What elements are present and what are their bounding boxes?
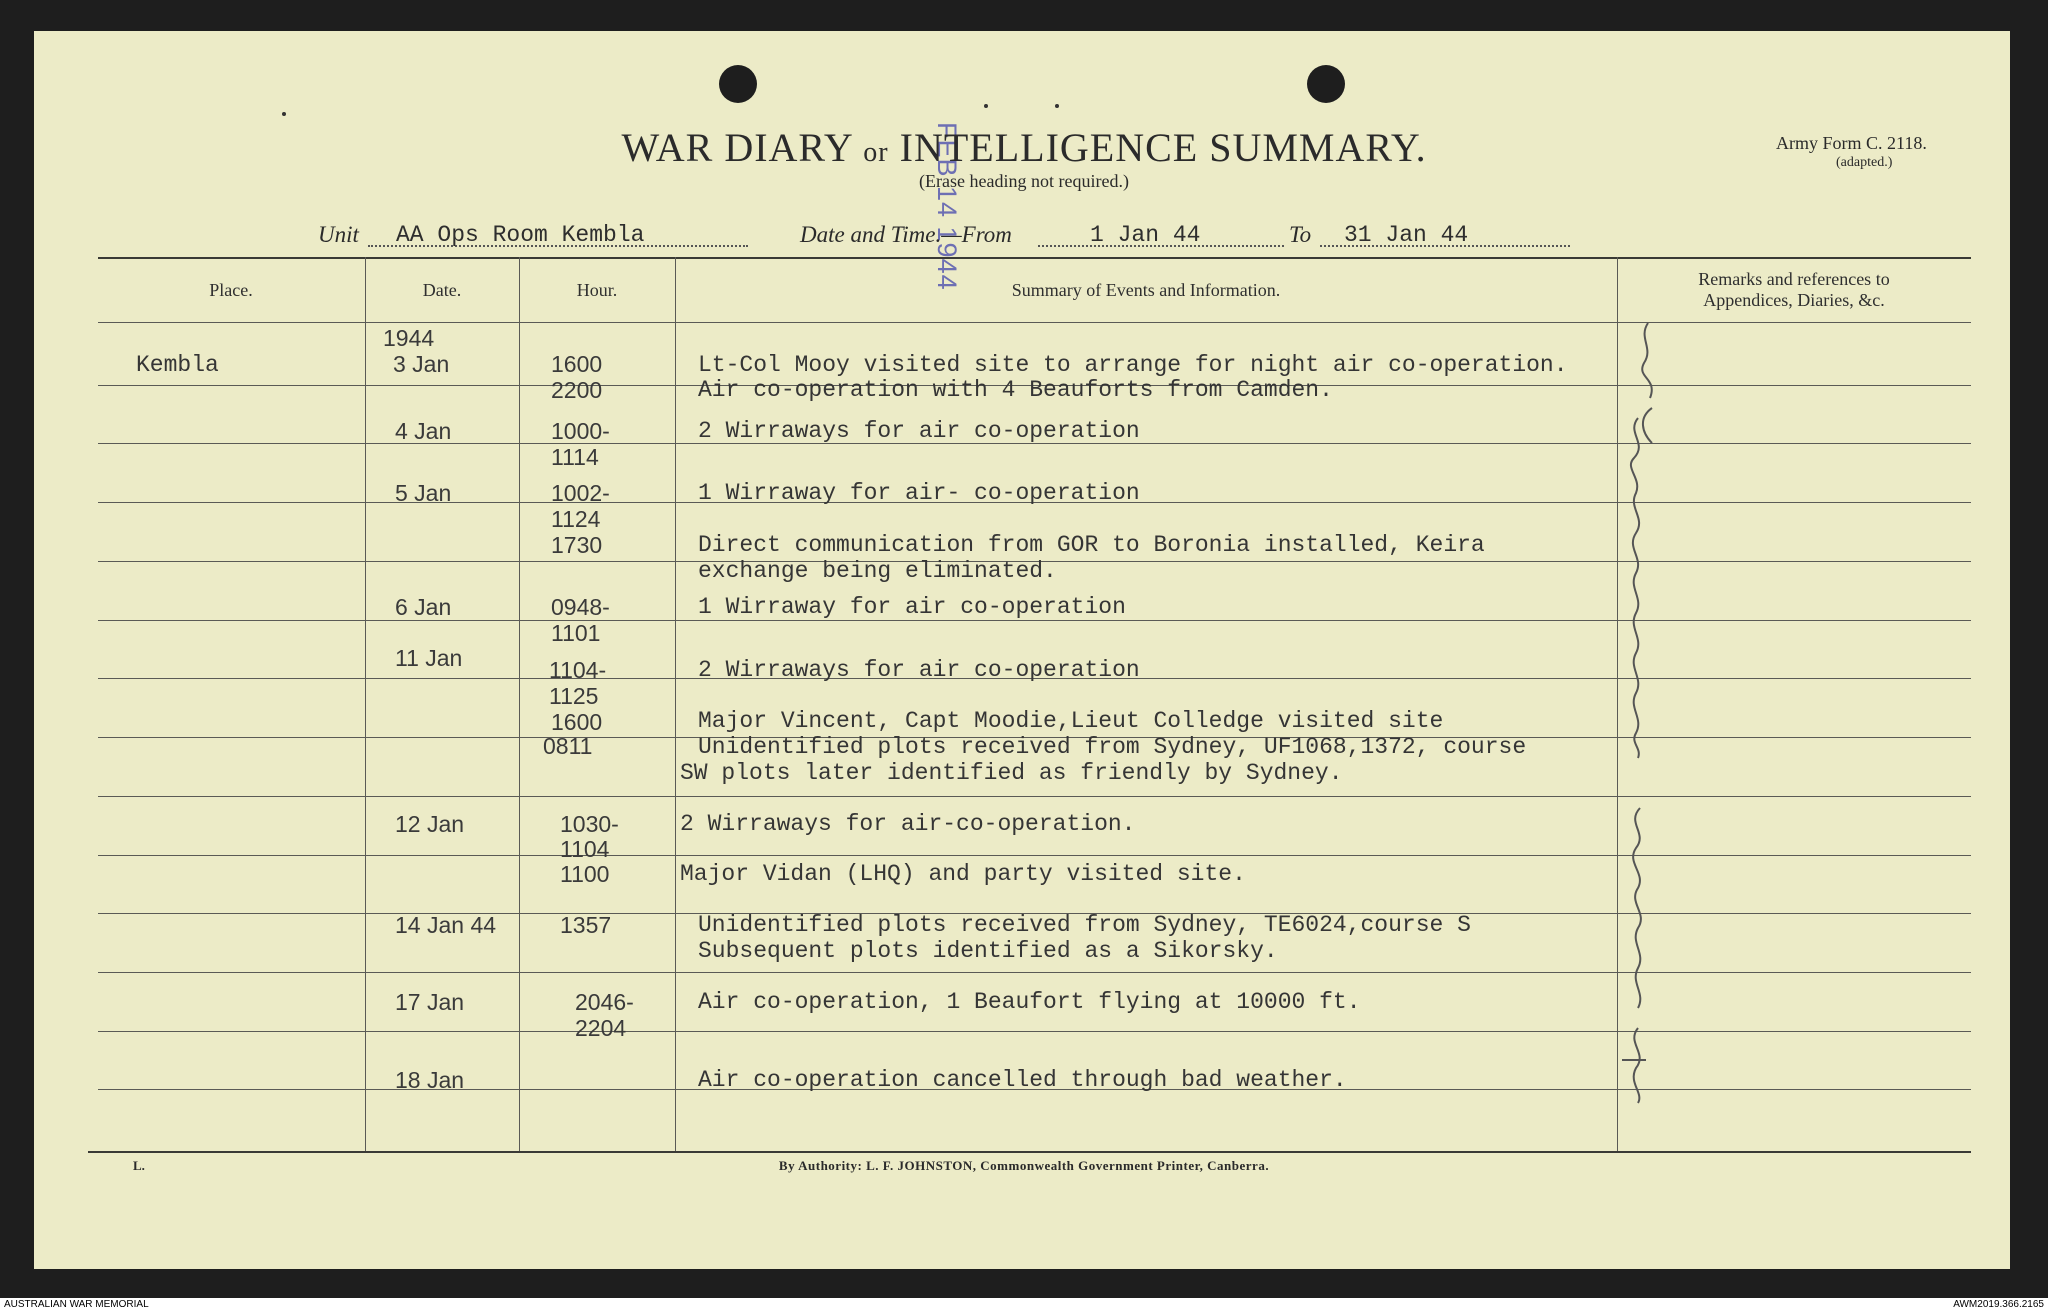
archive-name: AUSTRALIAN WAR MEMORIAL bbox=[4, 1299, 149, 1310]
date-cell: 12 Jan bbox=[395, 811, 465, 837]
year-cell: 1944 bbox=[383, 325, 435, 351]
hour-cell: 2204 bbox=[575, 1015, 627, 1041]
row-rule bbox=[98, 796, 1971, 797]
date-cell: 18 Jan bbox=[395, 1067, 465, 1093]
date-cell: 17 Jan bbox=[395, 989, 465, 1015]
hour-cell: 1030- bbox=[560, 811, 619, 837]
table-bottom-rule bbox=[88, 1151, 1971, 1153]
summary-cell: Major Vincent, Capt Moodie,Lieut Colledge visited site bbox=[698, 708, 1444, 734]
hour-cell: 0948- bbox=[551, 594, 610, 620]
date-cell: 14 Jan 44 bbox=[395, 912, 497, 938]
row-rule bbox=[98, 855, 1971, 856]
date-cell: 11 Jan bbox=[395, 645, 463, 671]
summary-cell: Direct communication from GOR to Boronia installed, Keira bbox=[698, 532, 1485, 558]
hour-cell: 1101 bbox=[551, 620, 601, 646]
summary-cell: Air co-operation cancelled through bad weather. bbox=[698, 1067, 1347, 1093]
to-value: 31 Jan 44 bbox=[1344, 222, 1469, 248]
summary-cell: 2 Wirraways for air co-operation bbox=[698, 418, 1140, 444]
handwritten-initials bbox=[1608, 318, 1668, 1108]
archive-caption-bar bbox=[0, 1298, 2048, 1312]
column-divider bbox=[365, 257, 366, 1151]
hour-cell: 1104- bbox=[549, 657, 607, 683]
hour-cell: 1730 bbox=[551, 532, 603, 558]
column-divider bbox=[675, 257, 676, 1151]
summary-cell: Major Vidan (LHQ) and party visited site. bbox=[680, 861, 1246, 887]
hour-cell: 1357 bbox=[560, 912, 612, 938]
summary-cell: 2 Wirraways for air co-operation bbox=[698, 657, 1140, 683]
column-divider bbox=[519, 257, 520, 1151]
summary-cell: Lt-Col Mooy visited site to arrange for night air co-operation. bbox=[698, 352, 1568, 378]
summary-cell: exchange being eliminated. bbox=[698, 558, 1057, 584]
punch-hole-left bbox=[719, 65, 757, 103]
hour-cell: 2200 bbox=[551, 377, 603, 403]
hour-cell: 1124 bbox=[551, 506, 601, 532]
column-header-summary: Summary of Events and Information. bbox=[1011, 280, 1281, 300]
place-cell: Kembla bbox=[136, 352, 219, 378]
column-header-hour: Hour. bbox=[576, 280, 618, 300]
archive-reference: AWM2019.366.2165 bbox=[1953, 1299, 2044, 1310]
hour-cell: 1104 bbox=[560, 836, 610, 862]
row-rule bbox=[98, 972, 1971, 973]
summary-cell: SW plots later identified as friendly by Sydney. bbox=[680, 760, 1343, 786]
title-war-diary: WAR DIARY bbox=[621, 125, 853, 170]
date-cell: 3 Jan bbox=[393, 351, 450, 377]
hour-cell: 1600 bbox=[551, 351, 603, 377]
summary-cell: Unidentified plots received from Sydney, TE6024,course S bbox=[698, 912, 1471, 938]
summary-cell: 1 Wirraway for air co-operation bbox=[698, 594, 1126, 620]
hour-cell: 1600 bbox=[551, 709, 603, 735]
summary-cell: Air co-operation, 1 Beaufort flying at 10000 ft. bbox=[698, 989, 1361, 1015]
unit-value: AA Ops Room Kembla bbox=[396, 222, 645, 248]
paper-mark bbox=[984, 104, 988, 108]
remarks-header-line: Appendices, Diaries, &c. bbox=[1703, 290, 1885, 310]
summary-cell: 2 Wirraways for air-co-operation. bbox=[680, 811, 1136, 837]
header-rule bbox=[98, 322, 1971, 323]
title-or: or bbox=[863, 137, 889, 168]
table-top-rule bbox=[98, 257, 1971, 259]
column-header-place: Place. bbox=[209, 280, 253, 300]
to-label: To bbox=[1289, 222, 1312, 247]
page-title bbox=[0, 124, 2048, 171]
stamp-date: FEB 14 1944 bbox=[932, 122, 962, 291]
paper-mark bbox=[1055, 104, 1059, 108]
remarks-header-line: Remarks and references to bbox=[1698, 269, 1890, 289]
summary-cell: Subsequent plots identified as a Sikorsky. bbox=[698, 938, 1278, 964]
summary-cell: 1 Wirraway for air- co-operation bbox=[698, 480, 1140, 506]
hour-cell: 1002- bbox=[551, 480, 610, 506]
date-time-label: Date and Time.—From bbox=[800, 222, 1012, 247]
from-value: 1 Jan 44 bbox=[1090, 222, 1201, 248]
hour-cell: 2046- bbox=[575, 989, 634, 1015]
hour-cell: 1100 bbox=[560, 861, 610, 887]
punch-hole-right bbox=[1307, 65, 1345, 103]
army-form-number: Army Form C. 2118. bbox=[1776, 133, 1927, 153]
unit-label: Unit bbox=[318, 222, 359, 247]
hour-cell: 0811 bbox=[543, 733, 593, 759]
adapted-note: (adapted.) bbox=[1836, 155, 1893, 170]
date-cell: 6 Jan bbox=[395, 594, 452, 620]
hour-cell: 1125 bbox=[549, 683, 599, 709]
summary-cell: Unidentified plots received from Sydney, UF1068,1372, course bbox=[698, 734, 1527, 760]
hour-cell: 1000- bbox=[551, 418, 610, 444]
row-rule bbox=[98, 1031, 1971, 1032]
paper-mark bbox=[282, 112, 286, 116]
form-mark: L. bbox=[133, 1158, 145, 1173]
title-intelligence-summary: INTELLIGENCE SUMMARY. bbox=[899, 125, 1427, 170]
date-cell: 5 Jan bbox=[395, 480, 452, 506]
erase-note: (Erase heading not required.) bbox=[919, 171, 1129, 191]
column-header-date: Date. bbox=[422, 280, 462, 300]
date-cell: 4 Jan bbox=[395, 418, 452, 444]
printer-authority: By Authority: L. F. JOHNSTON, Commonwealth Government Printer, Canberra. bbox=[778, 1158, 1270, 1173]
hour-cell: 1114 bbox=[551, 444, 599, 470]
column-header-remarks bbox=[1617, 269, 1971, 311]
summary-cell: Air co-operation with 4 Beauforts from Camden. bbox=[698, 377, 1333, 403]
row-rule bbox=[98, 620, 1971, 621]
